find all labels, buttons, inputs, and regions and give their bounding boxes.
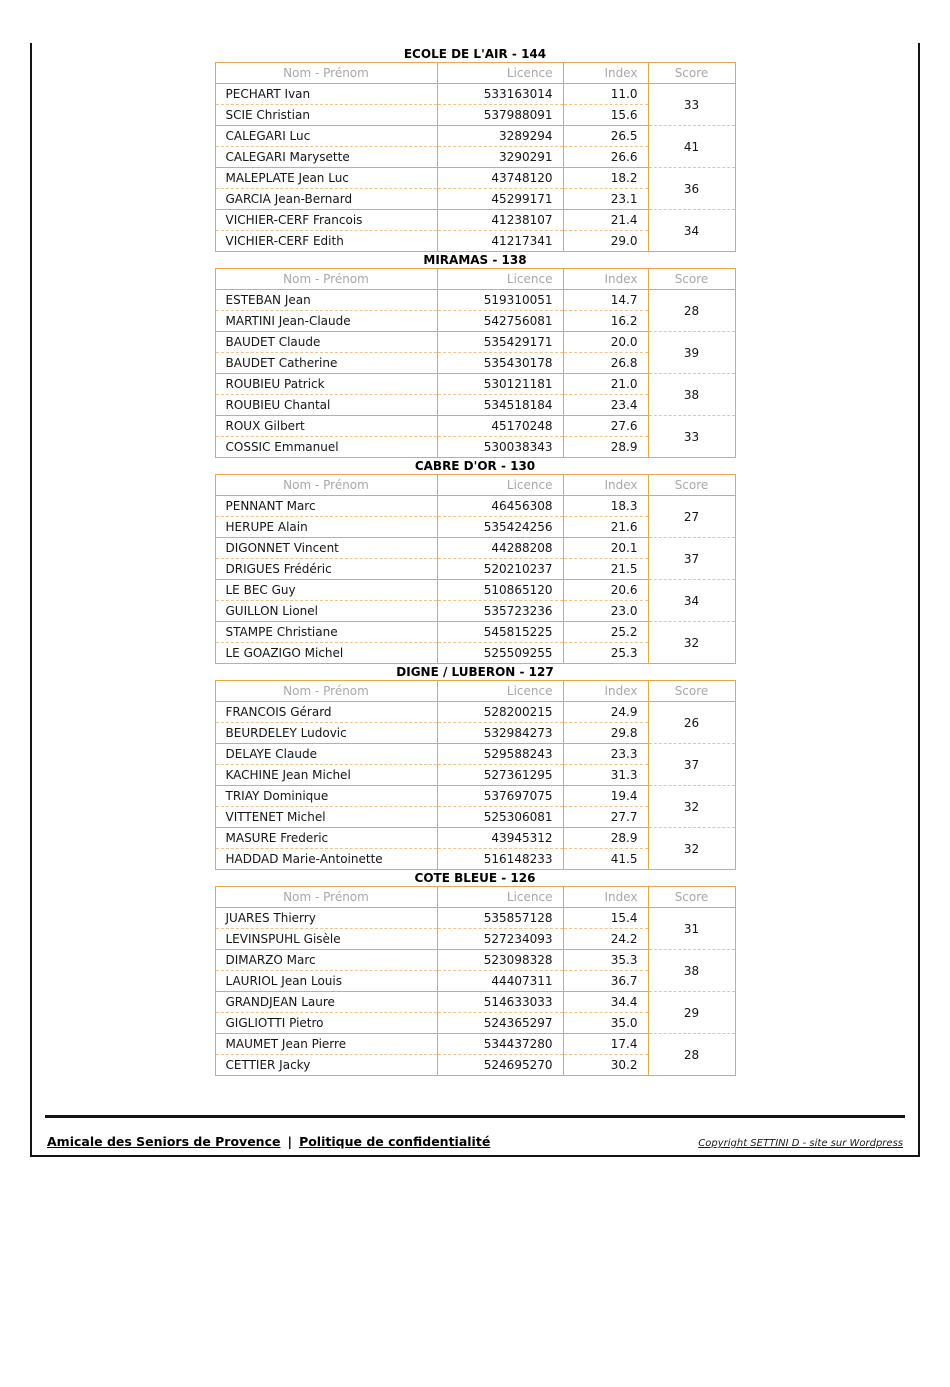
index-cell: 25.3 <box>563 643 648 664</box>
column-header-licence: Licence <box>437 63 563 84</box>
pair-score-cell: 32 <box>648 828 735 870</box>
player-name-cell: FRANCOIS Gérard <box>215 702 437 723</box>
table-row <box>215 496 735 517</box>
index-cell: 31.3 <box>563 765 648 786</box>
index-cell: 29.8 <box>563 723 648 744</box>
team-table <box>215 680 736 870</box>
index-cell: 23.4 <box>563 395 648 416</box>
player-name-cell: VITTENET Michel <box>215 807 437 828</box>
player-name-cell: LE BEC Guy <box>215 580 437 601</box>
team-section <box>32 252 918 458</box>
licence-cell: 516148233 <box>437 849 563 870</box>
index-cell: 23.0 <box>563 601 648 622</box>
team-table <box>215 886 736 1076</box>
table-header-row <box>215 63 735 84</box>
player-name-cell: MALEPLATE Jean Luc <box>215 168 437 189</box>
column-header-licence: Licence <box>437 887 563 908</box>
licence-cell: 527361295 <box>437 765 563 786</box>
footer-copyright-link[interactable]: Copyright SETTINI D - site sur Wordpress <box>698 1138 903 1149</box>
licence-cell: 535723236 <box>437 601 563 622</box>
pair-score-cell: 36 <box>648 168 735 210</box>
index-cell: 28.9 <box>563 828 648 849</box>
pair-score-cell: 28 <box>648 290 735 332</box>
licence-cell: 46456308 <box>437 496 563 517</box>
team-title: MIRAMAS - 138 <box>423 253 527 267</box>
team-section <box>32 664 918 870</box>
pair-score-cell: 28 <box>648 1034 735 1076</box>
licence-cell: 41217341 <box>437 231 563 252</box>
team-section <box>32 46 918 252</box>
player-name-cell: SCIE Christian <box>215 105 437 126</box>
player-name-cell: DIMARZO Marc <box>215 950 437 971</box>
table-row <box>215 702 735 723</box>
team-table <box>215 268 736 458</box>
pair-score-cell: 32 <box>648 786 735 828</box>
column-header-licence: Licence <box>437 681 563 702</box>
pair-score-cell: 37 <box>648 538 735 580</box>
index-cell: 15.6 <box>563 105 648 126</box>
column-header-score: Score <box>648 269 735 290</box>
licence-cell: 537988091 <box>437 105 563 126</box>
player-name-cell: BAUDET Claude <box>215 332 437 353</box>
licence-cell: 535857128 <box>437 908 563 929</box>
team-title: COTE BLEUE - 126 <box>414 871 536 885</box>
index-cell: 21.0 <box>563 374 648 395</box>
player-name-cell: DIGONNET Vincent <box>215 538 437 559</box>
index-cell: 14.7 <box>563 290 648 311</box>
player-name-cell: ROUX Gilbert <box>215 416 437 437</box>
pair-score-cell: 33 <box>648 416 735 458</box>
column-header-name: Nom - Prénom <box>215 681 437 702</box>
column-header-name: Nom - Prénom <box>215 887 437 908</box>
column-header-name: Nom - Prénom <box>215 475 437 496</box>
index-cell: 21.5 <box>563 559 648 580</box>
table-row <box>215 1034 735 1055</box>
index-cell: 26.6 <box>563 147 648 168</box>
index-cell: 26.8 <box>563 353 648 374</box>
table-row <box>215 84 735 105</box>
table-row <box>215 908 735 929</box>
index-cell: 26.5 <box>563 126 648 147</box>
licence-cell: 43945312 <box>437 828 563 849</box>
pair-score-cell: 29 <box>648 992 735 1034</box>
table-row <box>215 416 735 437</box>
table-row <box>215 622 735 643</box>
licence-cell: 3290291 <box>437 147 563 168</box>
column-header-name: Nom - Prénom <box>215 269 437 290</box>
index-cell: 27.6 <box>563 416 648 437</box>
licence-cell: 535430178 <box>437 353 563 374</box>
index-cell: 19.4 <box>563 786 648 807</box>
column-header-score: Score <box>648 63 735 84</box>
licence-cell: 535429171 <box>437 332 563 353</box>
table-row <box>215 210 735 231</box>
licence-cell: 537697075 <box>437 786 563 807</box>
licence-cell: 41238107 <box>437 210 563 231</box>
index-cell: 24.2 <box>563 929 648 950</box>
licence-cell: 510865120 <box>437 580 563 601</box>
player-name-cell: GARCIA Jean-Bernard <box>215 189 437 210</box>
pair-score-cell: 27 <box>648 496 735 538</box>
table-row <box>215 744 735 765</box>
table-row <box>215 374 735 395</box>
player-name-cell: LEVINSPUHL Gisèle <box>215 929 437 950</box>
column-header-licence: Licence <box>437 475 563 496</box>
teams-container <box>32 46 918 1076</box>
player-name-cell: ESTEBAN Jean <box>215 290 437 311</box>
footer-divider <box>45 1115 905 1118</box>
player-name-cell: LAURIOL Jean Louis <box>215 971 437 992</box>
footer-separator: | <box>287 1134 293 1149</box>
index-cell: 17.4 <box>563 1034 648 1055</box>
index-cell: 36.7 <box>563 971 648 992</box>
team-section <box>32 870 918 1076</box>
licence-cell: 514633033 <box>437 992 563 1013</box>
content-box <box>30 43 920 1157</box>
licence-cell: 3289294 <box>437 126 563 147</box>
column-header-index: Index <box>563 269 648 290</box>
player-name-cell: TRIAY Dominique <box>215 786 437 807</box>
player-name-cell: JUARES Thierry <box>215 908 437 929</box>
player-name-cell: MAUMET Jean Pierre <box>215 1034 437 1055</box>
index-cell: 23.3 <box>563 744 648 765</box>
licence-cell: 527234093 <box>437 929 563 950</box>
licence-cell: 523098328 <box>437 950 563 971</box>
licence-cell: 530121181 <box>437 374 563 395</box>
table-row <box>215 992 735 1013</box>
index-cell: 29.0 <box>563 231 648 252</box>
pair-score-cell: 26 <box>648 702 735 744</box>
licence-cell: 44288208 <box>437 538 563 559</box>
pair-score-cell: 34 <box>648 210 735 252</box>
licence-cell: 532984273 <box>437 723 563 744</box>
page-footer <box>47 1131 903 1150</box>
table-row <box>215 786 735 807</box>
licence-cell: 524365297 <box>437 1013 563 1034</box>
column-header-index: Index <box>563 63 648 84</box>
player-name-cell: LE GOAZIGO Michel <box>215 643 437 664</box>
pair-score-cell: 38 <box>648 950 735 992</box>
index-cell: 25.2 <box>563 622 648 643</box>
player-name-cell: HADDAD Marie-Antoinette <box>215 849 437 870</box>
licence-cell: 45299171 <box>437 189 563 210</box>
licence-cell: 534518184 <box>437 395 563 416</box>
index-cell: 21.6 <box>563 517 648 538</box>
table-row <box>215 290 735 311</box>
player-name-cell: ROUBIEU Chantal <box>215 395 437 416</box>
player-name-cell: DRIGUES Frédéric <box>215 559 437 580</box>
player-name-cell: KACHINE Jean Michel <box>215 765 437 786</box>
licence-cell: 530038343 <box>437 437 563 458</box>
player-name-cell: VICHIER-CERF Edith <box>215 231 437 252</box>
index-cell: 16.2 <box>563 311 648 332</box>
player-name-cell: GIGLIOTTI Pietro <box>215 1013 437 1034</box>
licence-cell: 43748120 <box>437 168 563 189</box>
licence-cell: 45170248 <box>437 416 563 437</box>
player-name-cell: GRANDJEAN Laure <box>215 992 437 1013</box>
column-header-score: Score <box>648 681 735 702</box>
table-row <box>215 580 735 601</box>
team-table <box>215 474 736 664</box>
index-cell: 35.3 <box>563 950 648 971</box>
pair-score-cell: 38 <box>648 374 735 416</box>
index-cell: 27.7 <box>563 807 648 828</box>
player-name-cell: BAUDET Catherine <box>215 353 437 374</box>
licence-cell: 44407311 <box>437 971 563 992</box>
footer-link-privacy-policy[interactable]: Politique de confidentialité <box>299 1134 491 1149</box>
player-name-cell: CETTIER Jacky <box>215 1055 437 1076</box>
column-header-name: Nom - Prénom <box>215 63 437 84</box>
footer-copyright <box>698 1131 903 1150</box>
licence-cell: 528200215 <box>437 702 563 723</box>
table-header-row <box>215 681 735 702</box>
index-cell: 20.0 <box>563 332 648 353</box>
column-header-score: Score <box>648 475 735 496</box>
column-header-licence: Licence <box>437 269 563 290</box>
player-name-cell: BEURDELEY Ludovic <box>215 723 437 744</box>
footer-links <box>47 1134 490 1149</box>
player-name-cell: STAMPE Christiane <box>215 622 437 643</box>
licence-cell: 525306081 <box>437 807 563 828</box>
licence-cell: 519310051 <box>437 290 563 311</box>
player-name-cell: CALEGARI Marysette <box>215 147 437 168</box>
pair-score-cell: 37 <box>648 744 735 786</box>
index-cell: 24.9 <box>563 702 648 723</box>
index-cell: 15.4 <box>563 908 648 929</box>
index-cell: 30.2 <box>563 1055 648 1076</box>
licence-cell: 535424256 <box>437 517 563 538</box>
team-title: CABRE D'OR - 130 <box>414 459 536 473</box>
index-cell: 11.0 <box>563 84 648 105</box>
player-name-cell: PECHART Ivan <box>215 84 437 105</box>
player-name-cell: DELAYE Claude <box>215 744 437 765</box>
player-name-cell: MARTINI Jean-Claude <box>215 311 437 332</box>
pair-score-cell: 32 <box>648 622 735 664</box>
column-header-index: Index <box>563 681 648 702</box>
pair-score-cell: 39 <box>648 332 735 374</box>
licence-cell: 534437280 <box>437 1034 563 1055</box>
table-row <box>215 126 735 147</box>
table-row <box>215 538 735 559</box>
player-name-cell: PENNANT Marc <box>215 496 437 517</box>
team-table <box>215 62 736 252</box>
column-header-index: Index <box>563 887 648 908</box>
pair-score-cell: 31 <box>648 908 735 950</box>
column-header-index: Index <box>563 475 648 496</box>
licence-cell: 525509255 <box>437 643 563 664</box>
pair-score-cell: 33 <box>648 84 735 126</box>
player-name-cell: ROUBIEU Patrick <box>215 374 437 395</box>
player-name-cell: CALEGARI Luc <box>215 126 437 147</box>
index-cell: 20.1 <box>563 538 648 559</box>
licence-cell: 545815225 <box>437 622 563 643</box>
table-header-row <box>215 269 735 290</box>
pair-score-cell: 34 <box>648 580 735 622</box>
player-name-cell: COSSIC Emmanuel <box>215 437 437 458</box>
player-name-cell: MASURE Frederic <box>215 828 437 849</box>
index-cell: 21.4 <box>563 210 648 231</box>
player-name-cell: VICHIER-CERF Francois <box>215 210 437 231</box>
table-header-row <box>215 475 735 496</box>
table-header-row <box>215 887 735 908</box>
column-header-score: Score <box>648 887 735 908</box>
footer-link-site-name[interactable]: Amicale des Seniors de Provence <box>47 1134 281 1149</box>
licence-cell: 542756081 <box>437 311 563 332</box>
table-row <box>215 950 735 971</box>
team-section <box>32 458 918 664</box>
pair-score-cell: 41 <box>648 126 735 168</box>
licence-cell: 529588243 <box>437 744 563 765</box>
team-title: ECOLE DE L'AIR - 144 <box>403 47 547 61</box>
table-row <box>215 332 735 353</box>
index-cell: 23.1 <box>563 189 648 210</box>
team-title: DIGNE / LUBERON - 127 <box>396 665 554 679</box>
licence-cell: 533163014 <box>437 84 563 105</box>
index-cell: 18.3 <box>563 496 648 517</box>
table-row <box>215 828 735 849</box>
player-name-cell: HERUPE Alain <box>215 517 437 538</box>
index-cell: 18.2 <box>563 168 648 189</box>
index-cell: 28.9 <box>563 437 648 458</box>
index-cell: 41.5 <box>563 849 648 870</box>
index-cell: 35.0 <box>563 1013 648 1034</box>
licence-cell: 524695270 <box>437 1055 563 1076</box>
index-cell: 20.6 <box>563 580 648 601</box>
table-row <box>215 168 735 189</box>
licence-cell: 520210237 <box>437 559 563 580</box>
player-name-cell: GUILLON Lionel <box>215 601 437 622</box>
index-cell: 34.4 <box>563 992 648 1013</box>
